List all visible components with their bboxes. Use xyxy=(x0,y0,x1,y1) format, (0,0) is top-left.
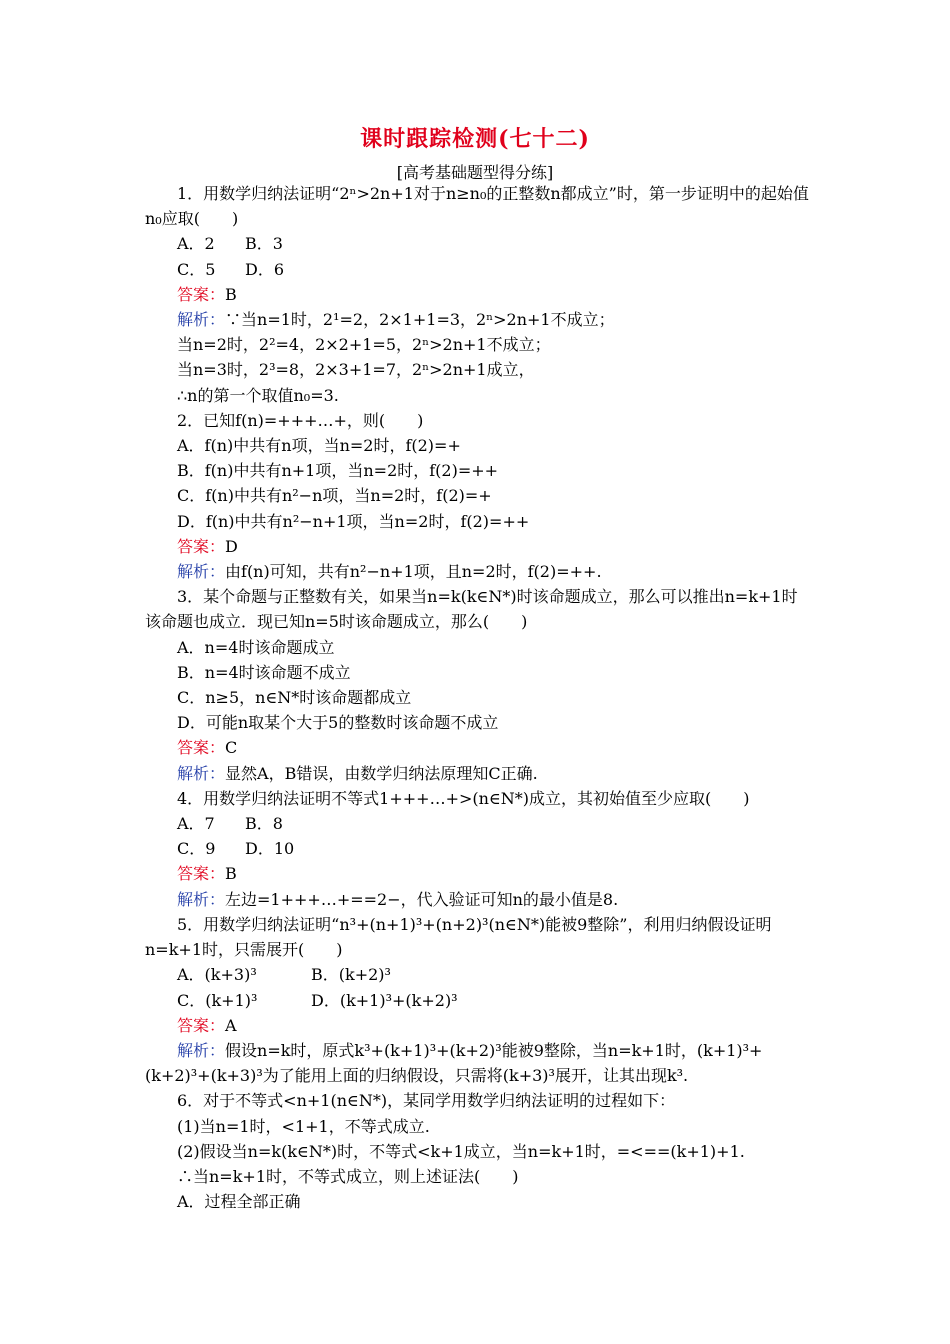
answer-label: 答案： xyxy=(177,864,226,884)
q4-options-cd xyxy=(145,836,810,861)
q4-option-d: D．10 xyxy=(245,839,295,859)
q4-options-ab xyxy=(145,811,810,836)
q5-exp-line1: 假设n=k时，原式k³+(k+1)³+(k+2)³能被9整除，当n=k+1时，(k+1)³+(k+2)³+(k+3)³为了能用上面的归纳假设，只需将(k+3)³展开，让其出现k³. xyxy=(145,1040,763,1086)
q1-exp-line3: 当n=3时，2³=8，2×3+1=7，2ⁿ>2n+1成立， xyxy=(177,360,535,380)
q2-stem: 2．已知f(n)=+++…+，则( ) xyxy=(177,410,424,430)
q3-answer xyxy=(145,735,810,760)
q1-answer xyxy=(145,282,810,307)
q3-explanation xyxy=(145,761,810,786)
q3-option-c: C．n≥5，n∈N*时该命题都成立 xyxy=(177,688,412,708)
page-title: 课时跟踪检测(七十二) xyxy=(360,126,590,152)
q2-option-c: C．f(n)中共有n²−n项，当n=2时，f(2)=+ xyxy=(177,486,492,506)
q1-exp-line2: 当n=2时，2²=4，2×2+1=5，2ⁿ>2n+1不成立； xyxy=(177,335,551,355)
q6-option-a: A．过程全部正确 xyxy=(177,1192,301,1212)
q4-answer xyxy=(145,861,810,886)
q2-exp-line1: 由f(n)可知，共有n²−n+1项，且n=2时，f(2)=++. xyxy=(225,562,602,582)
q3-answer-value: C xyxy=(225,738,238,758)
q1-exp-line1: ∵当n=1时，2¹=2，2×1+1=3，2ⁿ>2n+1不成立； xyxy=(225,310,615,330)
answer-label: 答案： xyxy=(177,1015,226,1035)
q3-exp-line1: 显然A，B错误，由数学归纳法原理知C正确. xyxy=(225,763,538,783)
q1-option-b: B．3 xyxy=(245,234,283,254)
q1-answer-value: B xyxy=(225,284,237,304)
answer-label: 答案： xyxy=(177,738,226,758)
section-subtitle: [高考基础题型得分练] xyxy=(396,163,554,182)
q5-option-d: D．(k+1)³+(k+2)³ xyxy=(311,990,458,1010)
explanation-label: 解析： xyxy=(177,1040,226,1060)
q1-options-ab xyxy=(145,231,810,256)
q4-explanation xyxy=(145,887,810,912)
explanation-label: 解析： xyxy=(177,763,226,783)
q2-option-d: D．f(n)中共有n²−n+1项，当n=2时，f(2)=++ xyxy=(177,511,530,531)
q5-explanation xyxy=(145,1038,810,1088)
q4-option-c: C．9 xyxy=(177,839,216,859)
q5-answer-value: A xyxy=(225,1015,237,1035)
q4-answer-value: B xyxy=(225,864,237,884)
q6-step1: (1)当n=1时，<1+1，不等式成立. xyxy=(177,1116,430,1136)
answer-label: 答案： xyxy=(177,284,226,304)
q3-option-b: B．n=4时该命题不成立 xyxy=(177,662,351,682)
q1-option-c: C．5 xyxy=(177,259,216,279)
q1-option-d: D．6 xyxy=(245,259,285,279)
q3-option-a: A．n=4时该命题成立 xyxy=(177,637,335,657)
answer-label: 答案： xyxy=(177,536,226,556)
q5-option-a: A．(k+3)³ xyxy=(177,965,257,985)
q6-step2: (2)假设当n=k(k∈N*)时，不等式<k+1成立，当n=k+1时，=<==(k+1)+1. xyxy=(177,1141,745,1161)
q5-options-ab xyxy=(145,962,810,987)
q4-option-a: A．7 xyxy=(177,814,215,834)
q5-answer xyxy=(145,1013,810,1038)
q4-option-b: B．8 xyxy=(245,814,283,834)
question-list xyxy=(145,181,810,1214)
q5-stem: 5．用数学归纳法证明“n³+(n+1)³+(n+2)³(n∈N*)能被9整除”，利用归纳假设证明n=k+1时，只需展开( ) xyxy=(145,914,772,960)
q3-option-d: D．可能n取某个大于5的整数时该命题不成立 xyxy=(177,713,499,733)
q5-options-cd xyxy=(145,988,810,1013)
q5-option-b: B．(k+2)³ xyxy=(311,965,391,985)
q4-exp-line1: 左边=1+++…+==2−，代入验证可知n的最小值是8. xyxy=(225,889,619,909)
q2-option-a: A．f(n)中共有n项，当n=2时，f(2)=+ xyxy=(177,436,461,456)
q2-option-b: B．f(n)中共有n+1项，当n=2时，f(2)=++ xyxy=(177,461,499,481)
q2-answer xyxy=(145,534,810,559)
q1-options-cd xyxy=(145,257,810,282)
explanation-label: 解析： xyxy=(177,310,226,330)
q4-stem: 4．用数学归纳法证明不等式1+++…+>(n∈N*)成立，其初始值至少应取( ) xyxy=(177,788,750,808)
q1-stem: 1．用数学归纳法证明“2ⁿ>2n+1对于n≥n₀的正整数n都成立”时，第一步证明中的起始值n₀应取( ) xyxy=(145,184,809,229)
q1-exp-line4: ∴n的第一个取值n₀=3. xyxy=(177,385,339,405)
q2-answer-value: D xyxy=(225,536,238,556)
explanation-label: 解析： xyxy=(177,562,226,582)
q1-option-a: A．2 xyxy=(177,234,215,254)
q3-stem: 3．某个命题与正整数有关，如果当n=k(k∈N*)时该命题成立，那么可以推出n=k+1时该命题也成立．现已知n=5时该命题成立，那么( ) xyxy=(145,587,798,632)
q6-stem: 6．对于不等式<n+1(n∈N*)，某同学用数学归纳法证明的过程如下： xyxy=(177,1091,676,1111)
q1-explanation xyxy=(145,307,810,332)
q6-step3: ∴当n=k+1时，不等式成立，则上述证法( ) xyxy=(177,1166,519,1186)
explanation-label: 解析： xyxy=(177,889,226,909)
q5-option-c: C．(k+1)³ xyxy=(177,990,258,1010)
q2-explanation xyxy=(145,559,810,584)
